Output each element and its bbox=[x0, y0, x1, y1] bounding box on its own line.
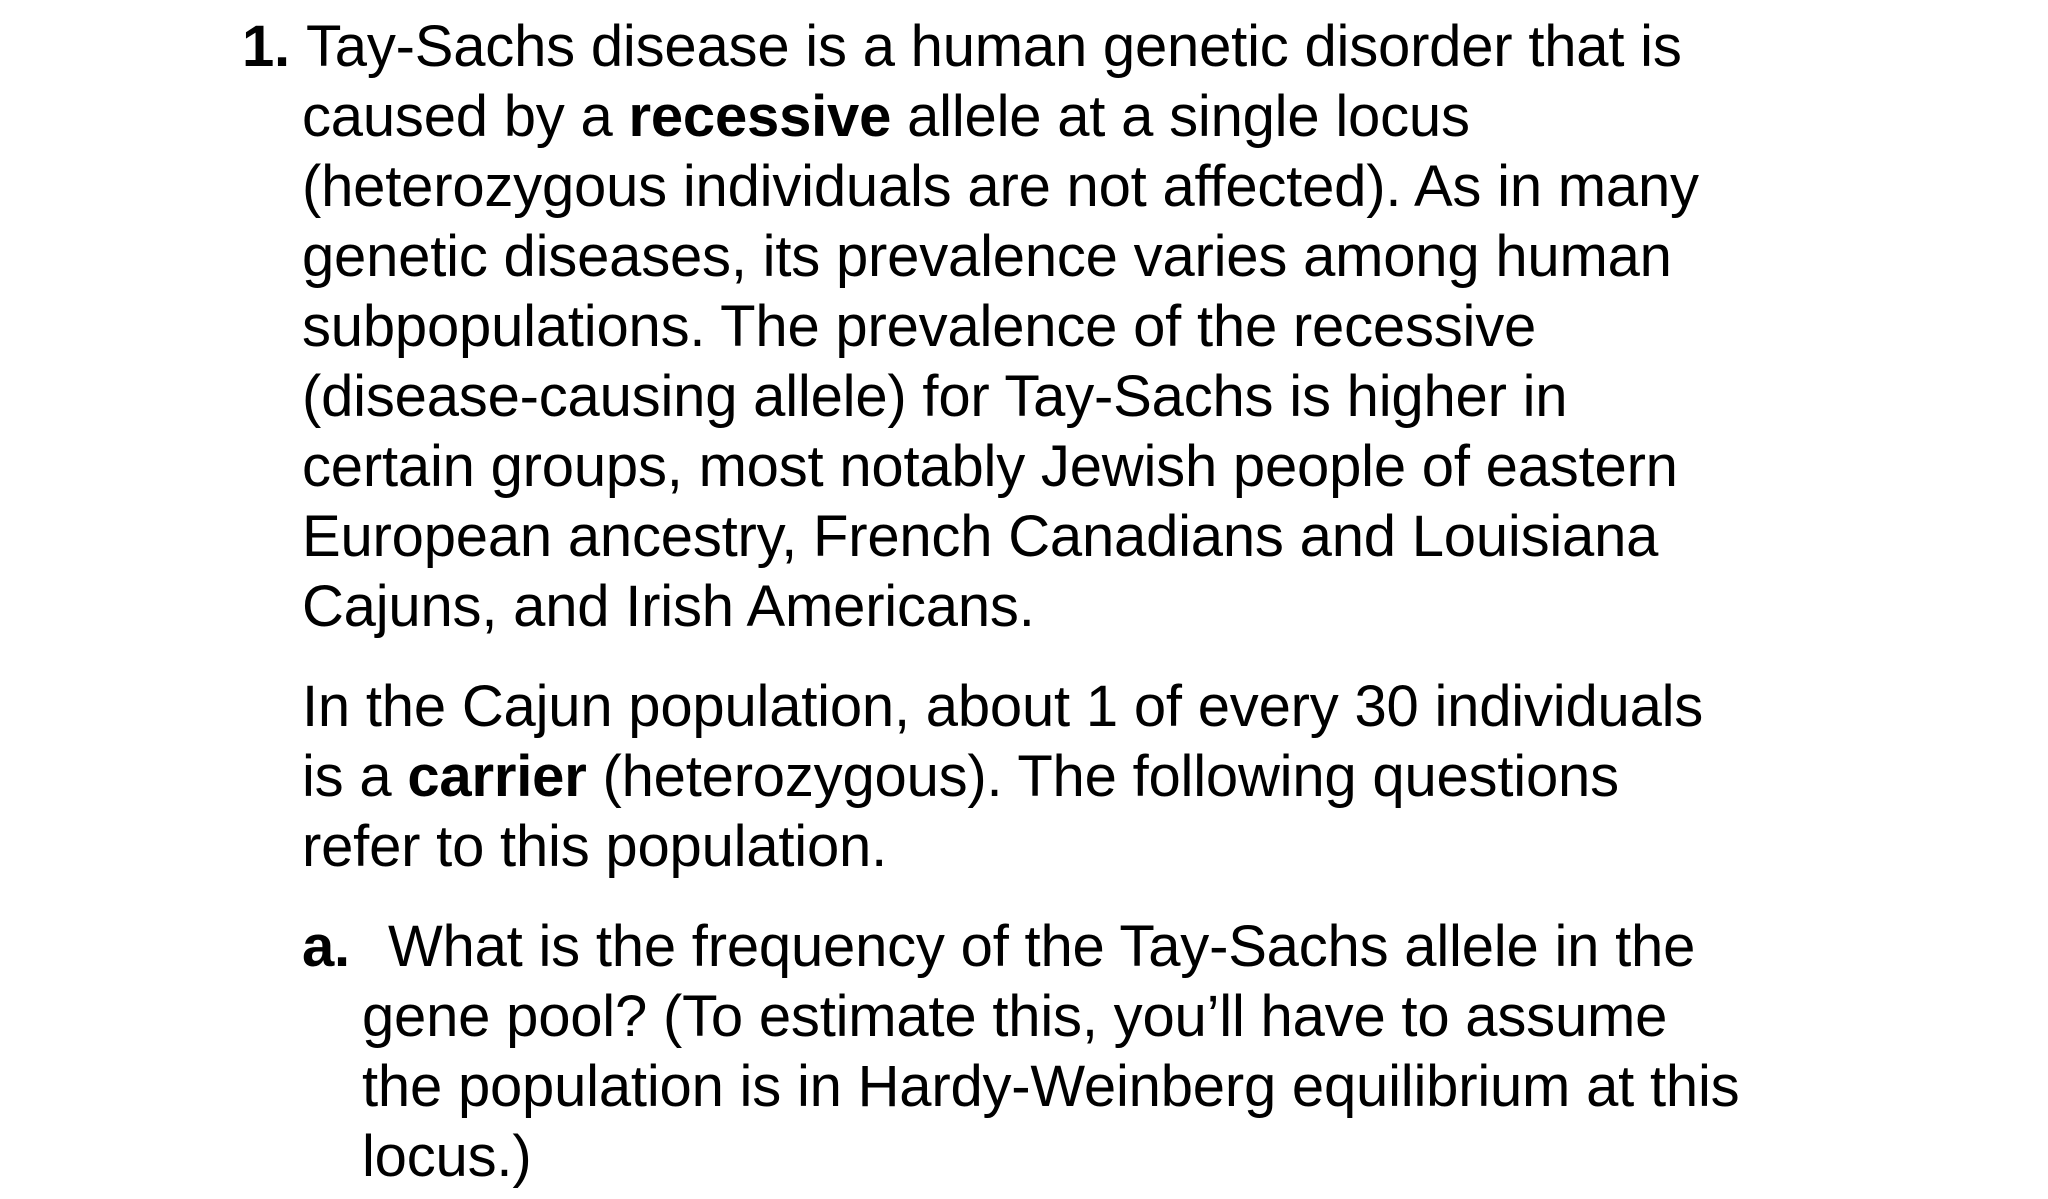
subquestion-a-line-1 bbox=[302, 912, 1695, 982]
paragraph-2-line-1: In the Cajun population, about 1 of every 30 individuals bbox=[302, 674, 1704, 739]
paragraph-2-line-3: refer to this population. bbox=[302, 814, 888, 879]
subquestion-a-line-2: gene pool? (To estimate this, you’ll have to assume bbox=[362, 984, 1668, 1049]
subquestion-a-line-4: locus.) bbox=[362, 1124, 532, 1189]
paragraph-1-line-2-post: allele at a single locus bbox=[891, 84, 1470, 149]
paragraph-1-line-3: (heterozygous individuals are not affected). As in many bbox=[302, 154, 1699, 219]
paragraph-1-line-5: subpopulations. The prevalence of the recessive bbox=[302, 294, 1537, 359]
paragraph-1-line-8: European ancestry, French Canadians and Louisiana bbox=[302, 504, 1659, 569]
subquestion-a-line-3: the population is in Hardy-Weinberg equilibrium at this bbox=[362, 1054, 1740, 1119]
paragraph-1-line-6: (disease-causing allele) for Tay-Sachs is higher in bbox=[302, 364, 1568, 429]
question-number: 1. bbox=[242, 14, 290, 79]
paragraph-1-line-1: Tay-Sachs disease is a human genetic disorder that is bbox=[305, 14, 1682, 79]
paragraph-2-line-2-pre: is a bbox=[302, 744, 408, 809]
paragraph-1-line-4: genetic diseases, its prevalence varies among human bbox=[302, 224, 1672, 289]
paragraph-1-line-9: Cajuns, and Irish Americans. bbox=[302, 574, 1035, 639]
paragraph-1-line-2-pre: caused by a bbox=[302, 84, 629, 149]
question-1-line-1 bbox=[242, 12, 1682, 82]
recessive-bold-term: recessive bbox=[628, 84, 892, 149]
paragraph-2-line-2 bbox=[302, 742, 1619, 812]
paragraph-1-line-7: certain groups, most notably Jewish people of eastern bbox=[302, 434, 1678, 499]
subquestion-a-label: a. bbox=[302, 914, 350, 979]
paragraph-2-line-2-post: (heterozygous). The following questions bbox=[586, 744, 1619, 809]
question-1-line-2 bbox=[302, 82, 1470, 152]
carrier-bold-term: carrier bbox=[407, 744, 587, 809]
subquestion-a-text-1: What is the frequency of the Tay-Sachs allele in the bbox=[387, 914, 1696, 979]
